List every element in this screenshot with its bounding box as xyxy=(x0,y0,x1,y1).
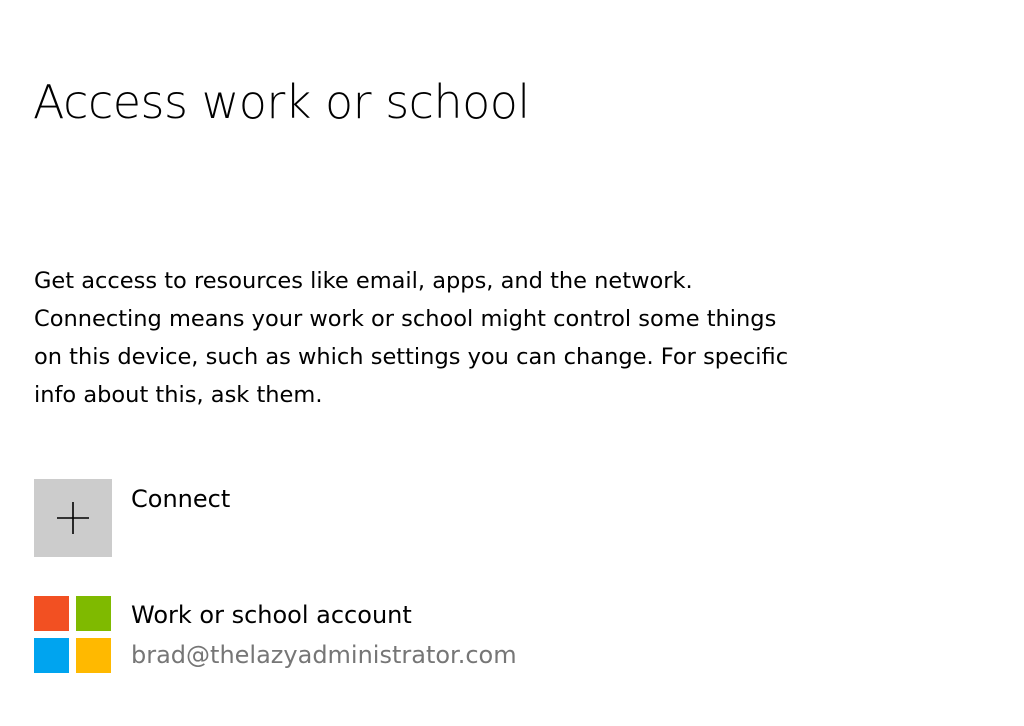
page-title: Access work or school xyxy=(33,75,530,129)
account-type-label: Work or school account xyxy=(131,601,412,629)
account-email: brad@thelazyadministrator.com xyxy=(131,641,517,669)
description-line: Get access to resources like email, apps, and the network. xyxy=(34,268,693,294)
description-line: info about this, ask them. xyxy=(34,382,323,408)
plus-icon xyxy=(34,479,112,557)
connect-button[interactable] xyxy=(34,479,112,557)
logo-square-bottom-right xyxy=(76,638,111,673)
logo-square-top-right xyxy=(76,596,111,631)
logo-square-top-left xyxy=(34,596,69,631)
description-line: on this device, such as which settings you can change. For specific xyxy=(34,344,789,370)
microsoft-logo-icon xyxy=(34,596,112,674)
logo-square-bottom-left xyxy=(34,638,69,673)
description-line: Connecting means your work or school might control some things xyxy=(34,306,777,332)
page-description xyxy=(34,262,904,414)
connect-label[interactable]: Connect xyxy=(131,485,231,513)
